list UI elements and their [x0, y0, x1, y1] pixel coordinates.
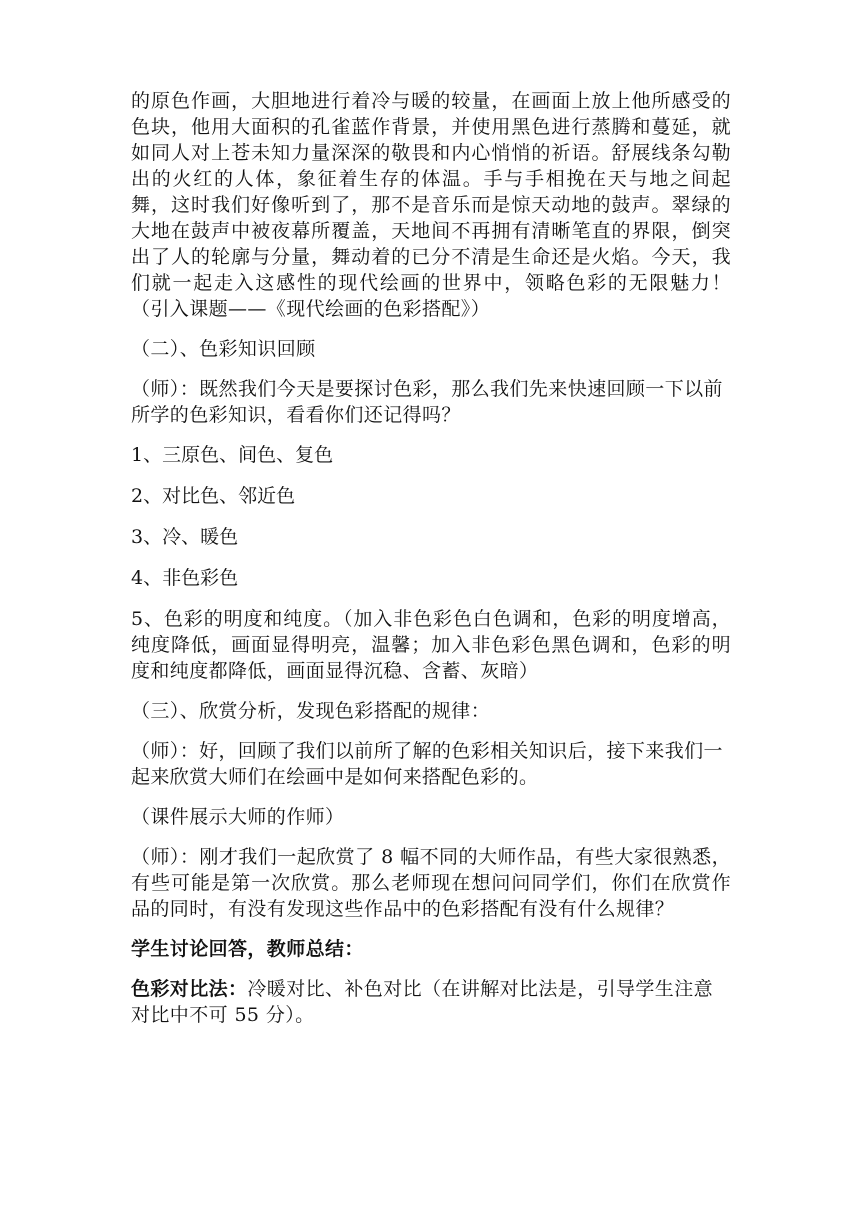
intro-paragraph: 的原色作画，大胆地进行着冷与暖的较量，在画面上放上他所感受的色块，他用大面积的孔雀蓝作背景，并使用黑色进行蒸腾和蔓延，就如同人对上苍未知力量深深的敬畏和内心悄悄的祈语。舒展线条勾勒出的火红的人体，象征着生存的体温。手与手相挽在天与地之间起舞，这时我们好像听到了，那不是音乐而是惊天动地的鼓声。翠绿的大地在鼓声中被夜幕所覆盖，天地间不再拥有清晰笔直的界限，倒突出了人的轮廓与分量，舞动着的已分不清是生命还是火焰。今天，我们就一起走入这感性的现代绘画的世界中，领略色彩的无限魅力！（引入课题——《现代绘画的色彩搭配》） — [131, 90, 731, 320]
contrast-method-label: 色彩对比法： — [131, 978, 248, 1000]
review-item-1: 1、三原色、间色、复色 — [131, 444, 334, 466]
contrast-method-paragraph — [131, 976, 731, 1028]
section3-heading: （三）、欣赏分析，发现色彩搭配的规律： — [131, 700, 491, 722]
review-item-2: 2、对比色、邻近色 — [131, 485, 296, 507]
courseware-note: （课件展示大师的作师） — [131, 806, 345, 828]
section3-teacher-text-1: （师）：好，回顾了我们以前所了解的色彩相关知识后，接下来我们一起来欣赏大师们在绘画中是如何来搭配色彩的。 — [131, 740, 723, 788]
section2-teacher-text: （师）：既然我们今天是要探讨色彩，那么我们先来快速回顾一下以前所学的色彩知识，看看你们还记得吗？ — [131, 378, 723, 426]
discussion-summary-heading: 学生讨论回答，教师总结： — [131, 938, 364, 960]
section3-teacher-text-2: （师）：刚才我们一起欣赏了 8 幅不同的大师作品，有些大家很熟悉，有些可能是第一次欣赏。那么老师现在想问问同学们，你们在欣赏作品的同时，有没有发现这些作品中的色彩搭配有没有什么规律？ — [131, 846, 731, 920]
contrast-method-text: 冷暖对比、补色对比（在讲解对比法是，引导学生注意对比中不可 55 分）。 — [131, 978, 714, 1026]
review-item-3: 3、冷、暖色 — [131, 526, 239, 548]
section2-heading: （二）、色彩知识回顾 — [131, 338, 316, 360]
review-item-4: 4、非色彩色 — [131, 567, 239, 589]
document-page — [131, 88, 731, 1042]
review-item-5: 5、色彩的明度和纯度。（加入非色彩色白色调和，色彩的明度增高，纯度降低，画面显得明亮，温馨；加入非色彩色黑色调和，色彩的明度和纯度都降低，画面显得沉稳、含蓄、灰暗） — [131, 608, 731, 682]
